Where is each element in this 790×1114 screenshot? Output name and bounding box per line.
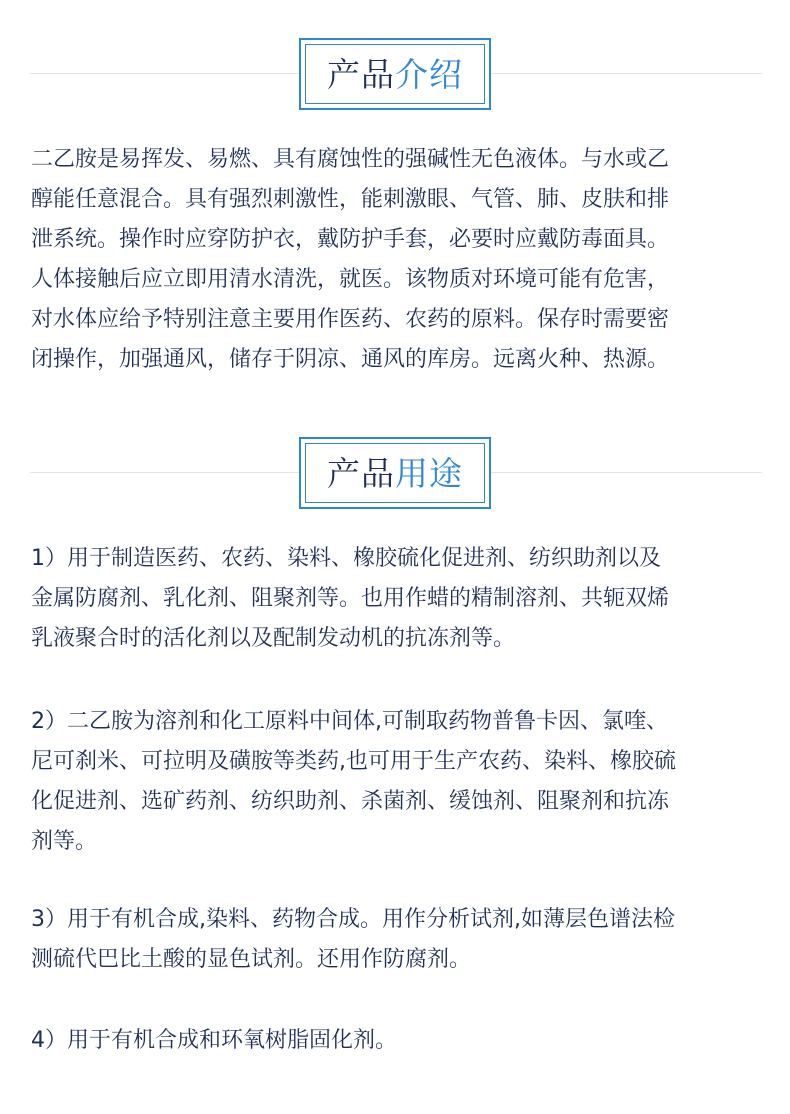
use-item-1: 1）用于制造医药、农药、染料、橡胶硫化促进剂、纺织助剂以及 金属防腐剂、乳化剂、阻聚剂等。也用作蜡的精制溶剂、共轭双烯 乳液聚合时的活化剂以及配制发动机的抗冻剂等。 [31,546,670,651]
section-title [305,44,485,104]
use-item-4: 4）用于有机合成和环氧树脂固化剂。 [31,1028,397,1053]
uses-header [30,437,762,509]
title-part-1: 产品 [327,54,395,94]
section-title-box [299,38,491,110]
section-title [305,443,485,503]
title-part-2: 介绍 [395,54,463,94]
use-item-2: 2）二乙胺为溶剂和化工原料中间体,可制取药物普鲁卡因、氯喹、 尼可刹米、可拉明及磺胺等类药,也可用于生产农药、染料、橡胶硫 化促进剂、选矿药剂、纺织助剂、杀菌剂、缓蚀剂、阻聚剂和抗冻 剂等。 [31,709,676,854]
intro-header [30,38,762,110]
use-item-3: 3）用于有机合成,染料、药物合成。用作分析试剂,如薄层色谱法检 测硫代巴比土酸的显色试剂。还用作防腐剂。 [31,907,675,972]
section-title-box [299,437,491,509]
intro-paragraph: 二乙胺是易挥发、易燃、具有腐蚀性的强碱性无色液体。与水或乙 醇能任意混合。具有强烈刺激性，能刺激眼、气管、肺、皮肤和排 泄系统。操作时应穿防护衣，戴防护手套，必要时应戴防毒面具。 人体接触后应立即用清水清洗，就医。该物质对环境可能有危害， 对水体应给予特别注意主要用作医药、农药的原料。保存时需要密 闭操作，加强通风，储存于阴凉、通风的库房。远离火种、热源。 [31,147,670,372]
title-part-2: 用途 [395,453,463,493]
title-part-1: 产品 [327,453,395,493]
